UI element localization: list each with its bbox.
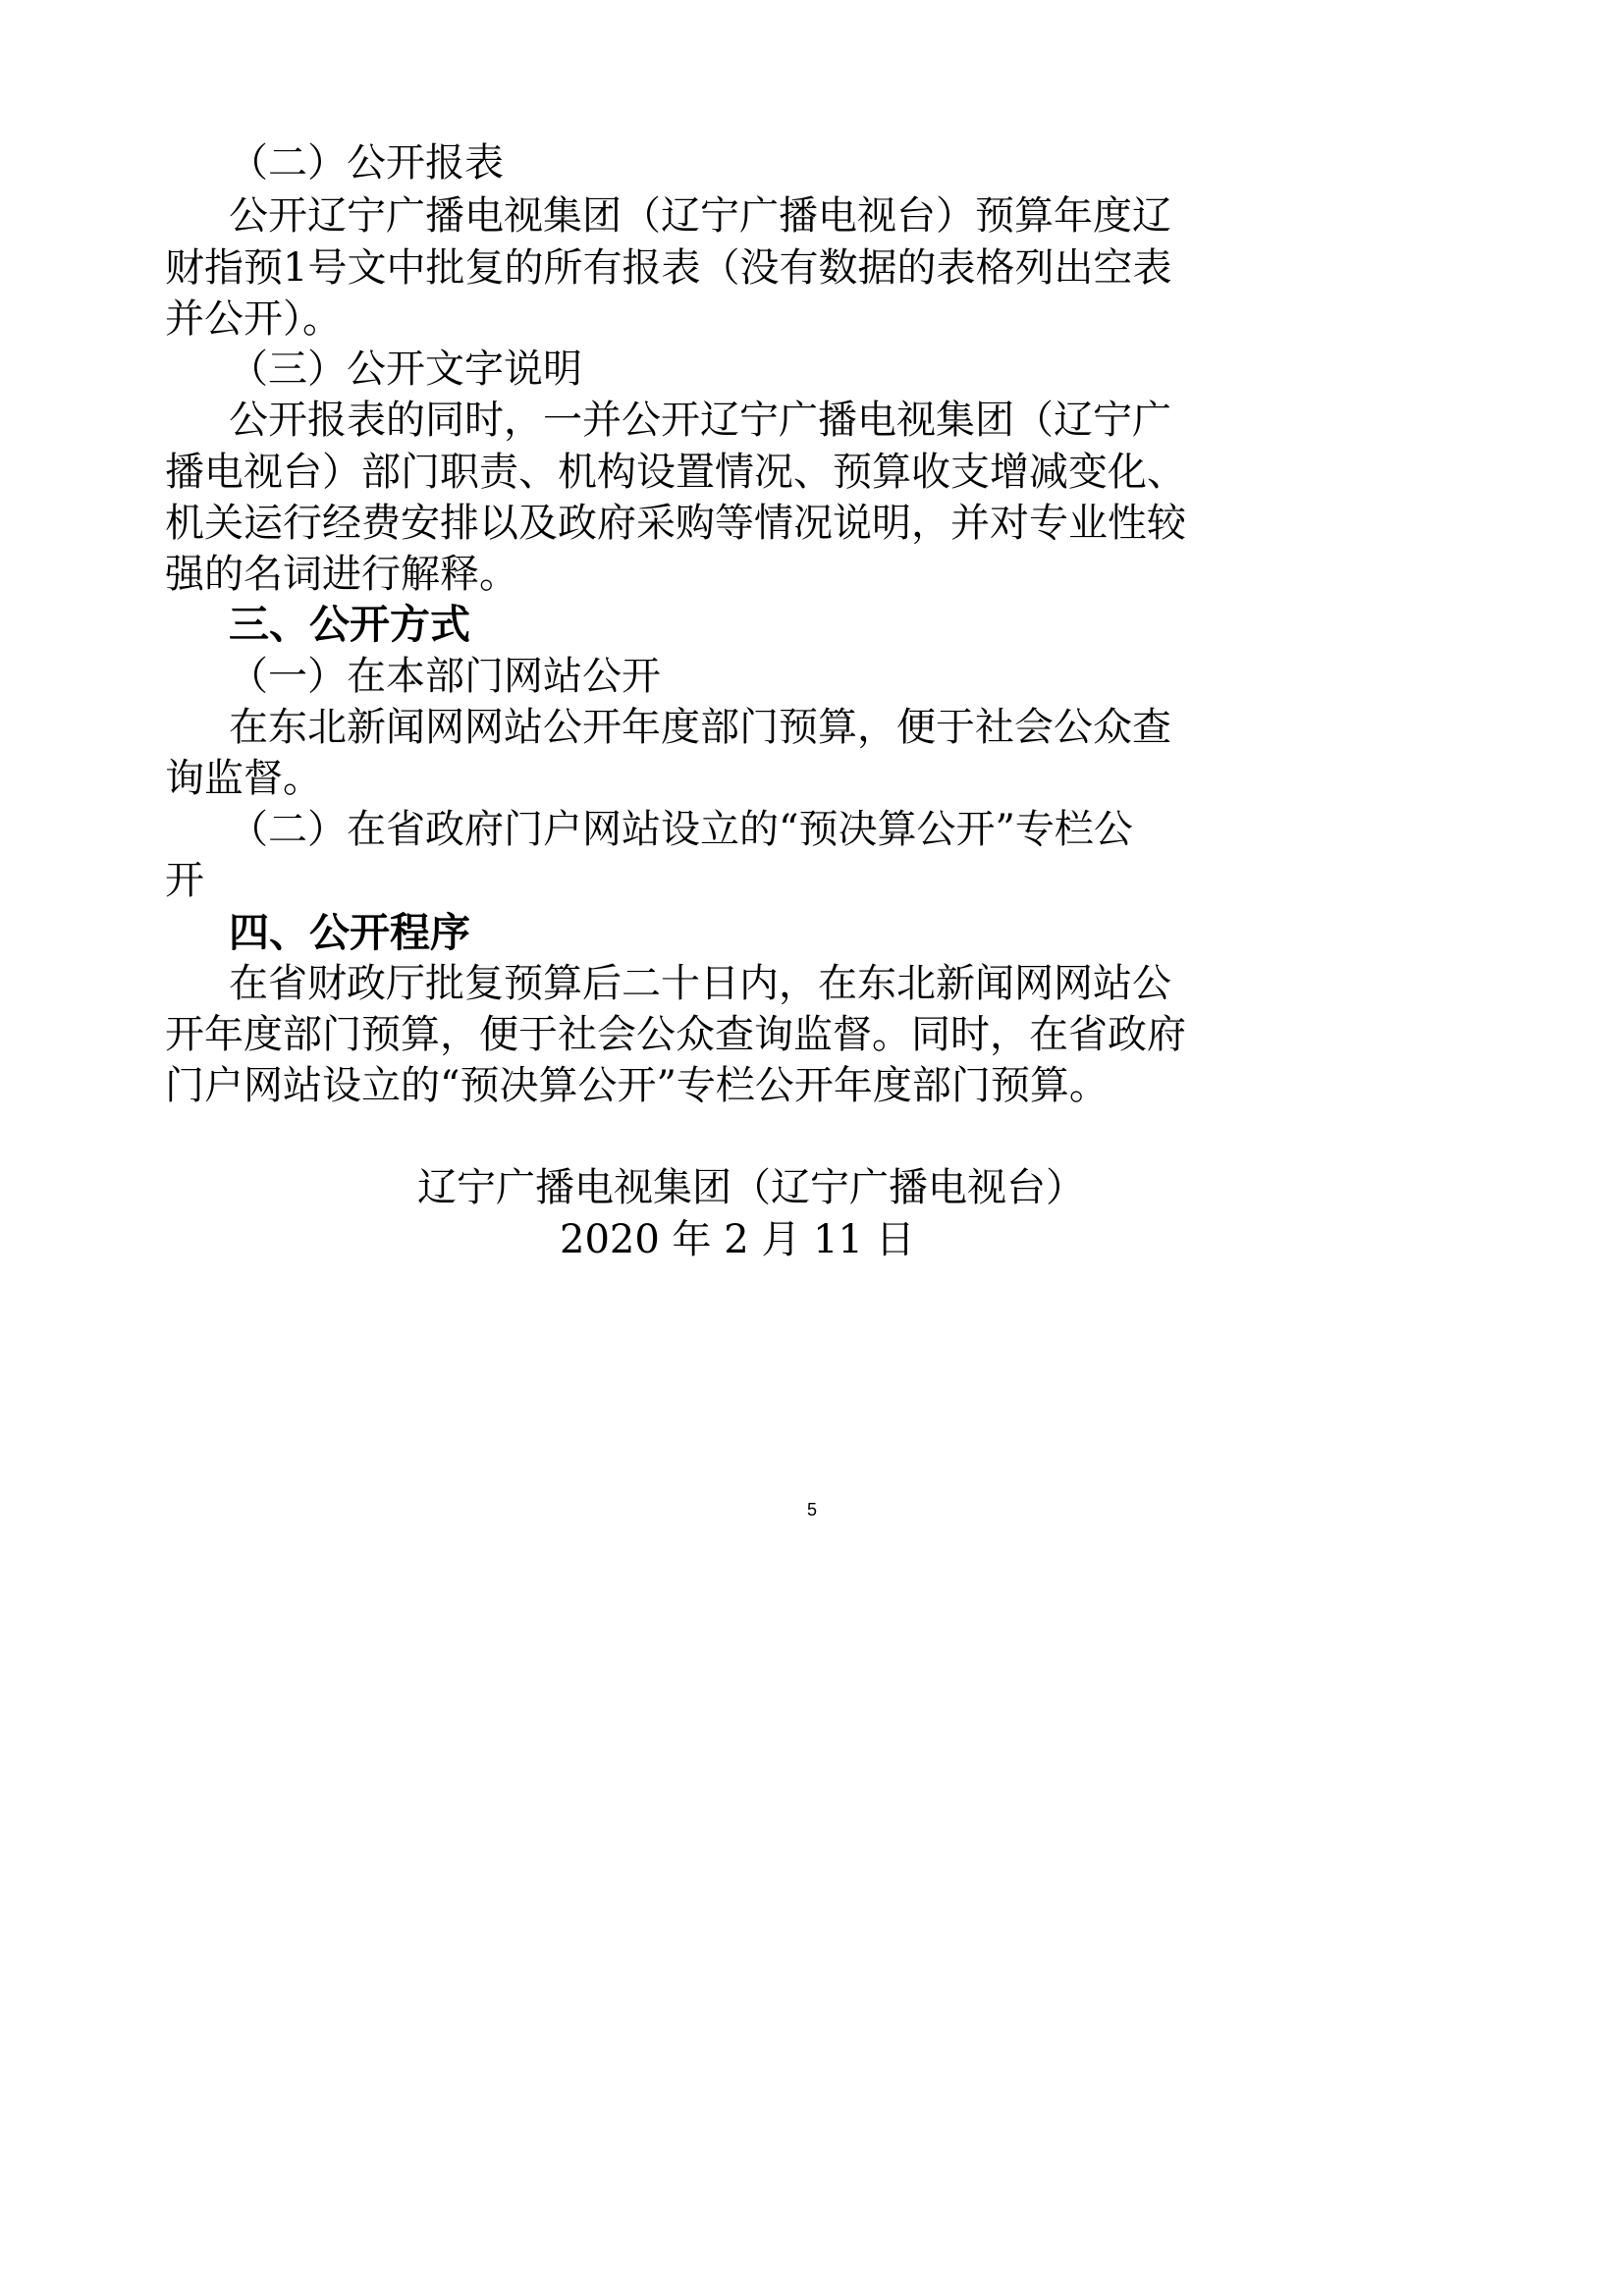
paragraph-line: 机 关 运 行 经 费 安 排 以 及 政 府 采 购 等 情 况 说 明 ， 并 对 专 业 性 较 <box>165 501 1186 546</box>
page-number: 5 <box>806 1500 817 1520</box>
section-heading-3-1: （一）在本部门网站公开 <box>229 654 661 699</box>
paragraph-line: 播 电 视 台 ） 部 门 职 责 、 机 构 设 置 情 况 、 预 算 收 支 增 减 变 化 、 <box>165 450 1186 495</box>
paragraph-line: 在 东 北 新 闻 网 网 站 公 开 年 度 部 门 预 算 ， 便 于 社 会 公 众 查 <box>229 705 1171 750</box>
paragraph-line: 门户网站设立的“预决算公开”专栏公开年度部门预算。 <box>165 1063 1109 1108</box>
paragraph-line: 在 省 财 政 厅 批 复 预 算 后 二 十 日 内 ， 在 东 北 新 闻 网 网 站 公 <box>229 961 1171 1006</box>
paragraph-line: 财 指 预 1 号 文 中 批 复 的 所 有 报 表 （ 没 有 数 据 的 表 格 列 出 空 表 <box>165 245 1172 291</box>
section-heading-3-2: （ 二 ） 在 省 政 府 门 户 网 站 设 立 的 “ 预 决 算 公 开 ” 专 栏 公 <box>229 807 1133 852</box>
paragraph-line: 强的名词进行解释。 <box>165 552 518 597</box>
paragraph-line: 询监督。 <box>165 756 322 801</box>
section-heading-3-2-cont: 开 <box>165 858 204 903</box>
paragraph-line: 开 年 度 部 门 预 算 ， 便 于 社 会 公 众 查 询 监 督 。 同 时 ， 在 省 政 府 <box>165 1012 1186 1057</box>
section-heading-2-2: （二）公开报表 <box>229 140 504 186</box>
section-heading-2-3: （三）公开文字说明 <box>229 347 582 392</box>
signature-date: 2020 年 2 月 11 日 <box>560 1217 915 1262</box>
signature-organization: 辽宁广播电视集团（辽宁广播电视台） <box>417 1165 1085 1210</box>
paragraph-line: 公 开 报 表 的 同 时 ， 一 并 公 开 辽 宁 广 播 电 视 集 团 （ 辽 宁 广 <box>229 398 1171 443</box>
section-heading-3: 三、公开方式 <box>229 601 470 648</box>
paragraph-line: 并公开）。 <box>165 296 342 342</box>
paragraph-line: 公 开 辽 宁 广 播 电 视 集 团 （ 辽 宁 广 播 电 视 台 ） 预 算 年 度 辽 <box>229 193 1171 239</box>
section-heading-4: 四、公开程序 <box>229 909 470 956</box>
